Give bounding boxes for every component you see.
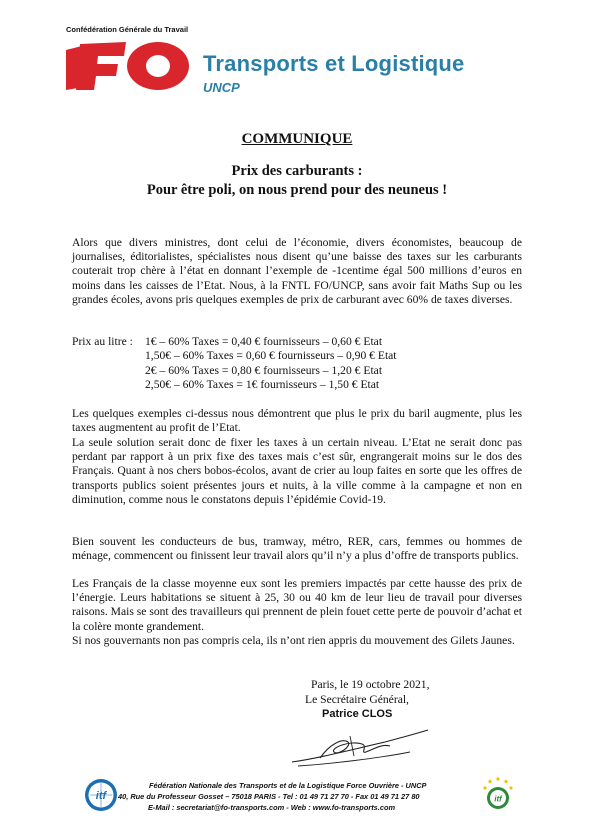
price-examples xyxy=(72,335,532,393)
paragraph-barrel: Les quelques exemples ci-dessus nous démontrent que plus le prix du baril augmente, plus les taxes augmentent au profit de l’Etat. xyxy=(72,407,522,435)
price-row: 1,50€ – 60% Taxes = 0,60 € fournisseurs – 0,90 € Etat xyxy=(145,349,397,363)
paragraph-intro: Alors que divers ministres, dont celui de l’économie, divers économistes, beaucoup de journalises, éditorialistes, spécialistes nous disent qu’une baisse des taxes sur les carburants couterait trop chère à l’état en donnant l’exemple de -1centime égal 500 millions d’euros en moins dans les caisses de l’Etat. Nous, à la FNTL FO/UNCP, sans avoir fait Maths Sup ou les grandes écoles, avons pris quelques exemples de prix de carburant avec 60% de taxes diverses. xyxy=(72,236,522,306)
paragraph-workers: Bien souvent les conducteurs de bus, tramway, métro, RER, cars, femmes ou hommes de ménage, commencent ou finissent leur travail alors qu’il n’y a plus d’offre de transports publics. xyxy=(72,535,522,563)
price-row: 2,50€ – 60% Taxes = 1€ fournisseurs – 1,50 € Etat xyxy=(145,378,380,392)
org-title: Transports et Logistique xyxy=(203,51,465,76)
place-date: Paris, le 19 octobre 2021, xyxy=(311,678,430,691)
price-row: 2€ – 60% Taxes = 0,80 € fournisseurs – 1,20 € Etat xyxy=(145,363,383,377)
footer-address: 40, Rue du Professeur Gosset – 75018 PARIS - Tel : 01 49 71 27 70 - Fax 01 49 71 27 80 xyxy=(118,792,420,801)
svg-text:itf: itf xyxy=(494,794,502,804)
document-title-line2: Pour être poli, on nous prend pour des neuneus ! xyxy=(146,182,448,198)
document-title-line1: Prix des carburants : xyxy=(231,163,363,179)
footer-federation: Fédération Nationale des Transports et de la Logistique Force Ouvrière - UNCP xyxy=(149,781,427,790)
fo-logo xyxy=(64,38,196,96)
org-subtitle: UNCP xyxy=(203,80,240,95)
price-row: 1€ – 60% Taxes = 0,40 € fournisseurs – 0,60 € Etat xyxy=(145,335,383,348)
footer-contact: E-Mail : secretariat@fo-transports.com - Web : www.fo-transports.com xyxy=(148,803,396,812)
price-label: Prix au litre : xyxy=(72,335,133,348)
document-heading: COMMUNIQUE xyxy=(241,131,353,147)
confederation-label: Confédération Générale du Travail xyxy=(66,25,189,34)
logo-letters: FO xyxy=(64,38,66,39)
paragraph-solution: La seule solution serait donc de fixer les taxes à un certain niveau. L’Etat ne serait donc pas perdant par rapport à un prix fixe des taxes mais c’est sûr, engrangerait moins sur le dos des Français. Quant à nos chers bobos-écolos, avant de crier au loup faites en sorte que les offres de transports publics soient présentes jours et nuits, à la ville comme à la campagne et non en diminution, comme nous le constatons depuis l’épidémie Covid-19. xyxy=(72,436,522,506)
svg-text:itf: itf xyxy=(95,790,107,802)
signatory-name: Patrice CLOS xyxy=(322,708,393,720)
paragraph-middle-class: Les Français de la classe moyenne eux sont les premiers impactés par cette hausse des prix de l’énergie. Leurs habitations se situent à 25, 30 ou 40 km de leur lieu de travail pour diverses raisons. Mais se sont des travailleurs qui prennent de plein fouet cette perte de pouvoir d’achat et la colère monte grandement. xyxy=(72,577,522,633)
paragraph-conclusion: Si nos gouvernants non pas compris cela, ils n’ont rien appris du mouvement des Gilets Jaunes. xyxy=(72,634,515,647)
handwritten-signature xyxy=(290,722,430,770)
signatory-role: Le Secrétaire Général, xyxy=(305,693,409,706)
eu-itf-badge-icon xyxy=(480,776,516,812)
itf-logo-icon xyxy=(84,778,118,812)
